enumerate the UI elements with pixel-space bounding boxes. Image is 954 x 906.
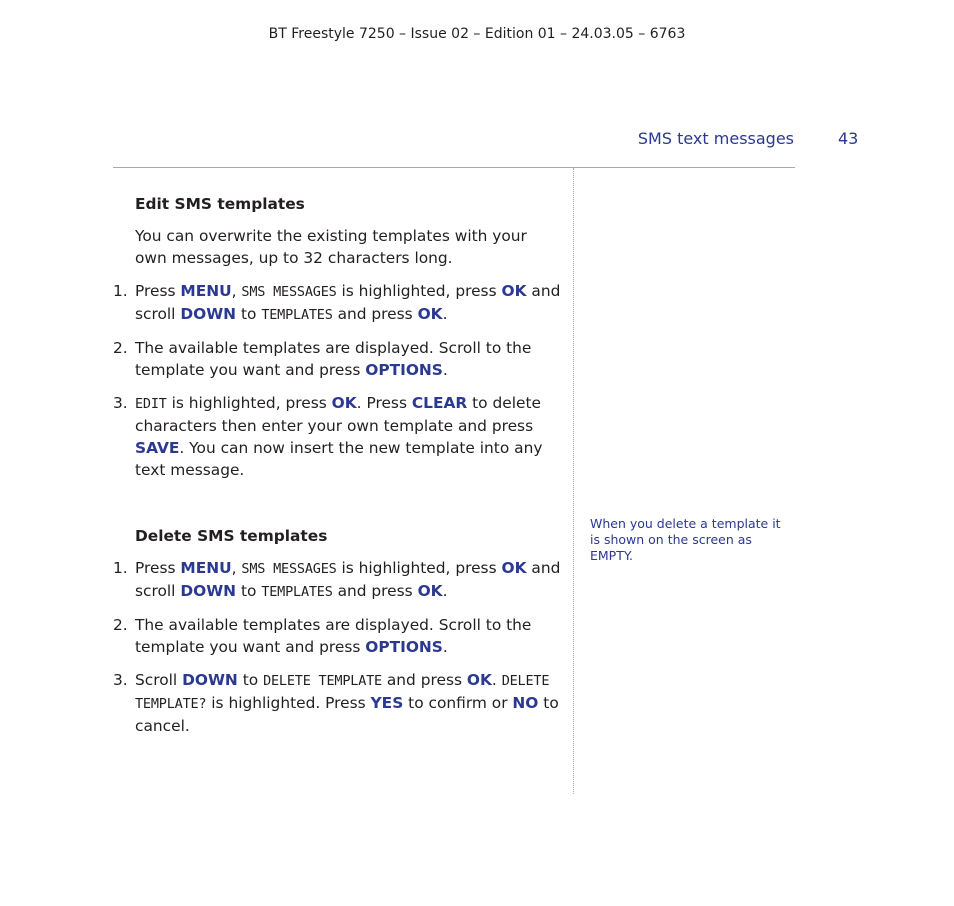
step-text: . — [442, 361, 448, 379]
delete-section-heading: Delete SMS templates — [135, 527, 328, 545]
key-label: OK — [331, 394, 357, 412]
display-text: DELETE TEMPLATE — [263, 673, 382, 689]
step-item — [113, 392, 563, 481]
step-text: . — [442, 305, 448, 323]
step-text: to cancel. — [135, 694, 559, 735]
step-text: . — [442, 582, 448, 600]
step-text: to — [236, 305, 262, 323]
key-label: YES — [370, 694, 404, 712]
key-label: CLEAR — [411, 394, 468, 412]
key-label: OPTIONS — [365, 361, 443, 379]
key-label: OK — [417, 582, 443, 600]
main-column — [113, 193, 563, 748]
column-divider — [573, 168, 574, 794]
key-label: MENU — [180, 282, 232, 300]
key-label: OK — [501, 559, 527, 577]
step-text: and press — [332, 305, 418, 323]
step-number: 3. — [113, 671, 128, 689]
step-text: . You can now insert the new template into any text message. — [135, 439, 543, 479]
key-label: OPTIONS — [365, 638, 443, 656]
step-text: . Press — [356, 394, 412, 412]
step-number: 3. — [113, 394, 128, 412]
display-text: SMS MESSAGES — [241, 284, 337, 300]
step-text: and press — [332, 582, 418, 600]
step-text: is highlighted, press — [336, 282, 502, 300]
key-label: DOWN — [182, 671, 238, 689]
step-number: 1. — [113, 282, 128, 300]
step-text: . — [442, 638, 448, 656]
delete-section — [113, 525, 563, 737]
step-text: is highlighted, press — [336, 559, 502, 577]
step-text: to — [237, 671, 264, 689]
step-text: and scroll — [135, 559, 561, 600]
step-item — [113, 669, 563, 737]
edit-section — [113, 193, 563, 481]
key-label: NO — [512, 694, 539, 712]
key-label: SAVE — [135, 439, 180, 457]
step-text: to delete characters then enter your own template and press — [135, 394, 541, 435]
display-text: DELETE TEMPLATE? — [135, 673, 550, 712]
step-text: , — [231, 282, 242, 300]
step-text: The available templates are displayed. Scroll to the template you want and press — [135, 616, 532, 656]
step-text: Press — [135, 282, 181, 300]
running-head: SMS text messages — [637, 129, 794, 148]
step-item — [113, 614, 563, 658]
step-item — [113, 557, 563, 603]
display-text: TEMPLATES — [261, 307, 333, 323]
step-text: . — [491, 671, 502, 689]
step-number: 2. — [113, 616, 128, 634]
step-text: to — [236, 582, 262, 600]
edit-section-intro: You can overwrite the existing templates with your own messages, up to 32 characters long. — [135, 227, 527, 267]
display-text: SMS MESSAGES — [241, 561, 337, 577]
step-text: The available templates are displayed. Scroll to the template you want and press — [135, 339, 532, 379]
step-text: , — [231, 559, 242, 577]
display-text: EDIT — [135, 396, 167, 412]
step-number: 2. — [113, 339, 128, 357]
display-text: TEMPLATES — [261, 584, 333, 600]
step-text: Press — [135, 559, 181, 577]
key-label: MENU — [180, 559, 232, 577]
key-label: OK — [417, 305, 443, 323]
step-text: and scroll — [135, 282, 561, 323]
key-label: OK — [501, 282, 527, 300]
key-label: OK — [466, 671, 492, 689]
step-number: 1. — [113, 559, 128, 577]
step-item — [113, 280, 563, 326]
document-header: BT Freestyle 7250 – Issue 02 – Edition 01 – 24.03.05 – 6763 — [268, 26, 686, 42]
header-rule — [113, 167, 795, 168]
section-gap — [113, 492, 563, 525]
step-text: to confirm or — [403, 694, 513, 712]
step-text: is highlighted. Press — [206, 694, 371, 712]
step-text: is highlighted, press — [166, 394, 332, 412]
step-item — [113, 337, 563, 381]
delete-steps — [113, 557, 563, 737]
side-note: When you delete a template it is shown on the screen as EMPTY. — [590, 516, 781, 563]
step-text: and press — [381, 671, 467, 689]
key-label: DOWN — [180, 582, 237, 600]
page-number: 43 — [838, 129, 859, 148]
edit-steps — [113, 280, 563, 481]
edit-section-heading: Edit SMS templates — [135, 195, 305, 213]
step-text: Scroll — [135, 671, 183, 689]
key-label: DOWN — [180, 305, 237, 323]
